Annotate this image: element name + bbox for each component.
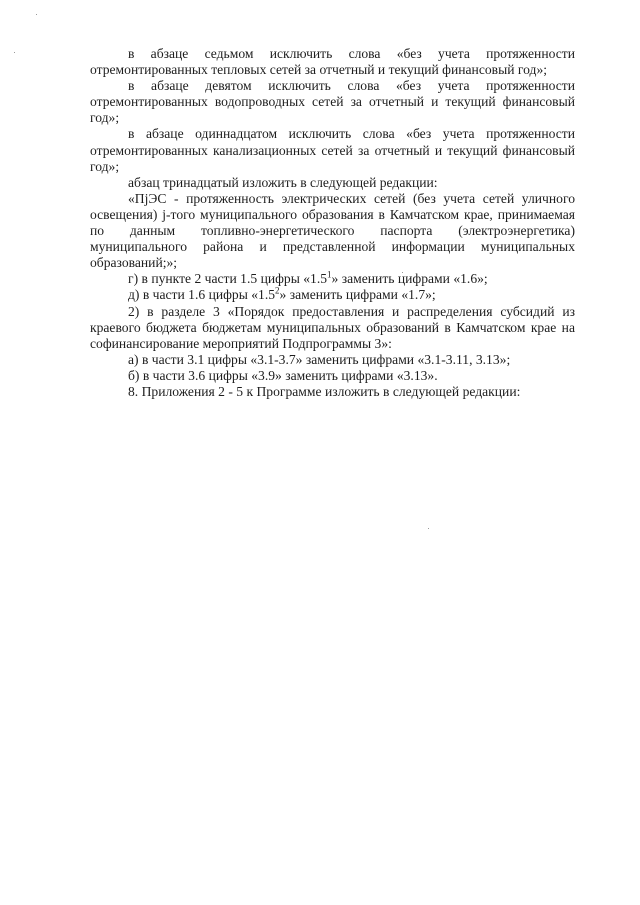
superscript-2: 2 [275, 285, 280, 296]
paragraph-7-after: » заменить цифрами «1.7»; [279, 287, 436, 303]
paragraph-8: 2) в разделе 3 «Порядок предоставления и распределения субсидий из краевого бюджета бюджетам муниципальных образований в Камчатском крае на софинансирование мероприятий Подпрограммы 3»: [90, 303, 575, 351]
scan-speck [36, 14, 37, 15]
document-body [90, 46, 575, 400]
paragraph-6-after: » заменить цифрами «1.6»; [331, 271, 488, 287]
paragraph-7-before: д) в части 1.6 цифры «1.5 [128, 287, 276, 303]
paragraph-5: «ПjЭС - протяженность электрических сетей (без учета сетей уличного освещения) j-того муниципального образования в Камчатском крае, принимаемая по данным топливно-энергетического паспорта (электроэнергетика) муниципального района и представленной информации муниципальных образований;»; [90, 190, 575, 271]
paragraph-9: а) в части 3.1 цифры «3.1-3.7» заменить цифрами «3.1-3.11, 3.13»; [128, 351, 511, 367]
paragraph-4: абзац тринадцатый изложить в следующей редакции: [128, 174, 438, 190]
paragraph-1: в абзаце седьмом исключить слова «без учета протяженности отремонтированных тепловых сетей за отчетный и текущий финансовый год»; [90, 46, 575, 78]
superscript-1: 1 [327, 269, 332, 280]
scan-speck [14, 52, 15, 53]
paragraph-2: в абзаце девятом исключить слова «без учета протяженности отремонтированных водопроводных сетей за отчетный и текущий финансовый год»; [90, 78, 575, 126]
scan-speck [428, 528, 429, 529]
paragraph-3: в абзаце одиннадцатом исключить слова «без учета протяженности отремонтированных канализационных сетей за отчетный и текущий финансовый год»; [90, 126, 575, 174]
paragraph-10: б) в части 3.6 цифры «3.9» заменить цифрами «3.13». [128, 367, 438, 383]
paragraph-6 [90, 271, 575, 287]
paragraph-6-before: г) в пункте 2 части 1.5 цифры «1.5 [128, 271, 328, 287]
paragraph-7 [90, 287, 575, 303]
paragraph-11: 8. Приложения 2 - 5 к Программе изложить в следующей редакции: [128, 383, 521, 399]
